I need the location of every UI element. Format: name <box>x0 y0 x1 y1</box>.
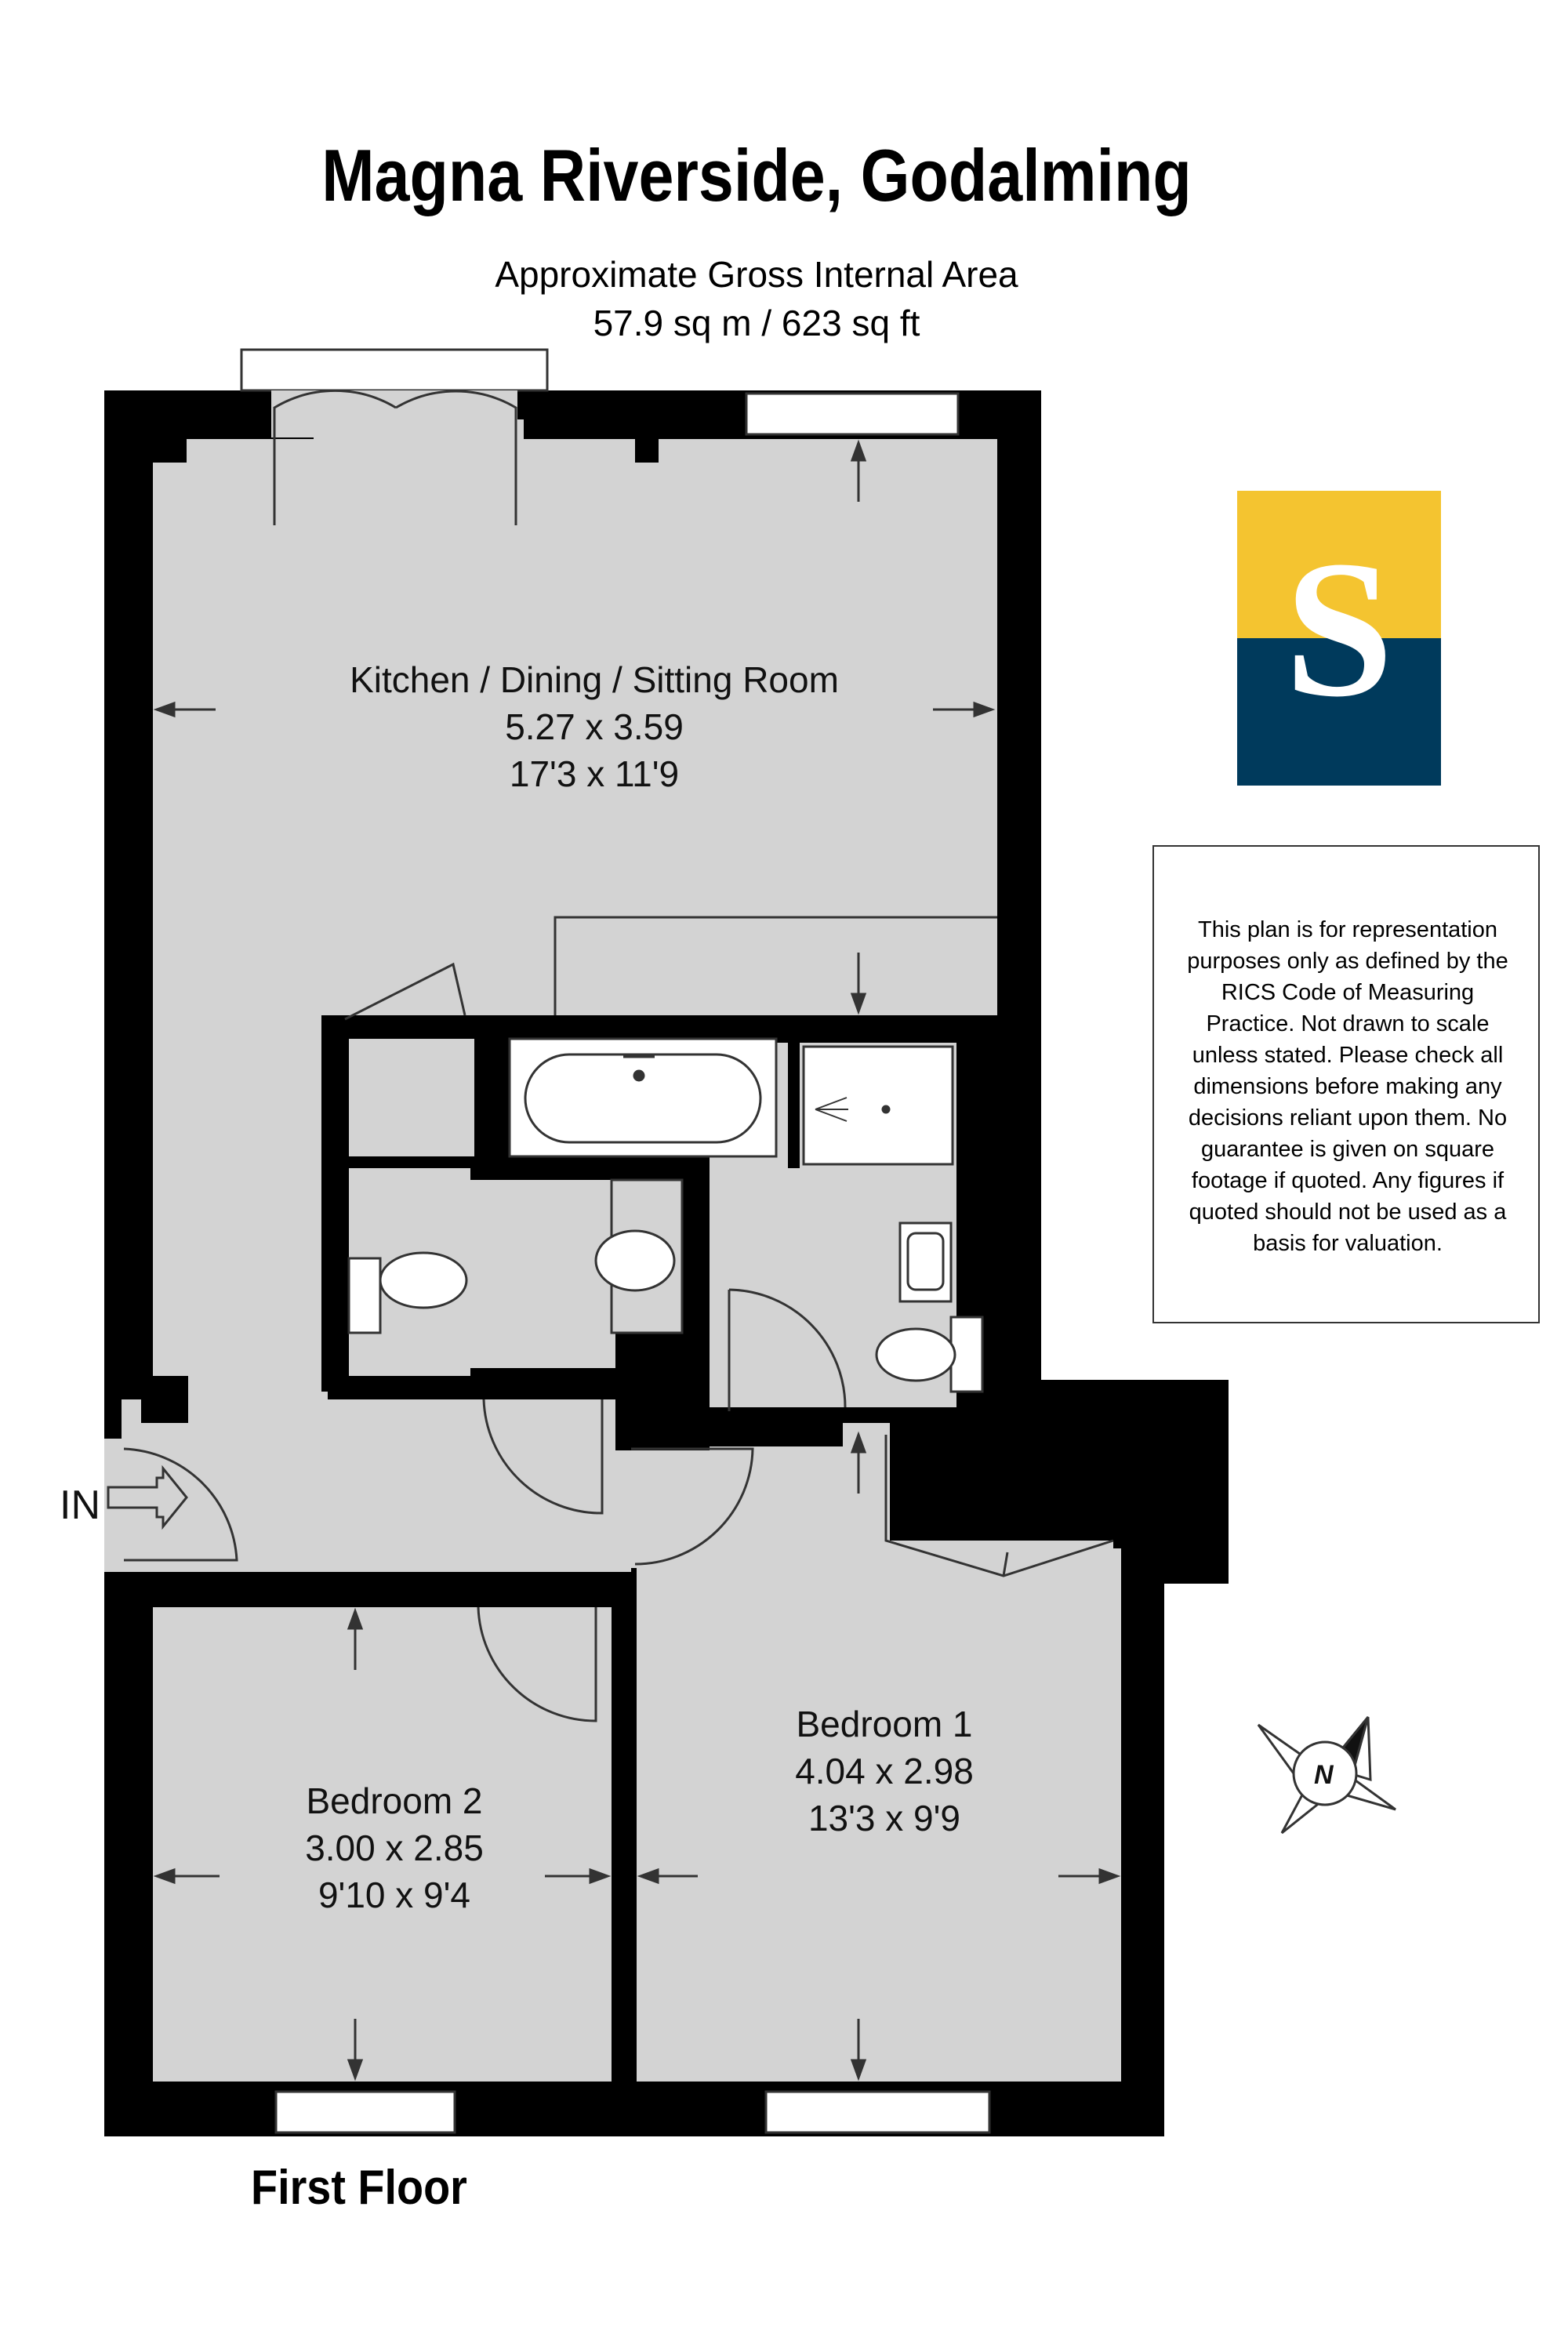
kitchen-metric: 5.27 x 3.59 <box>505 706 684 747</box>
bedroom2-imperial: 9'10 x 9'4 <box>318 1875 471 1915</box>
window-bedroom1 <box>766 2092 989 2132</box>
disclaimer-box <box>1152 845 1540 1323</box>
bedroom2-name: Bedroom 2 <box>306 1780 483 1821</box>
bath <box>510 1039 776 1156</box>
compass-label: N <box>1314 1760 1334 1790</box>
brand-logo <box>1237 491 1441 786</box>
bedroom2-metric: 3.00 x 2.85 <box>305 1828 484 1868</box>
kitchen-name: Kitchen / Dining / Sitting Room <box>350 659 839 700</box>
bedroom1-metric: 4.04 x 2.98 <box>795 1751 974 1791</box>
logo-letter: S <box>1284 521 1394 738</box>
entrance-wall-stub <box>141 1376 188 1423</box>
window-bedroom2 <box>276 2092 455 2132</box>
disclaimer-text: This plan is for representation purposes only as defined by the RICS Code of Measuring Practice. Not drawn to scale unless stated. Please check all dimensions before making any decisions reliant upon them. No guarantee is given on square footage if quoted. Any figures if quoted should not be used as a basis for valuation. <box>1187 917 1508 1256</box>
closet-floor <box>349 1039 474 1164</box>
bedroom1-name: Bedroom 1 <box>796 1704 973 1744</box>
window-top <box>746 394 958 434</box>
floor-label: First Floor <box>251 2161 467 2215</box>
bedroom1-imperial: 13'3 x 9'9 <box>808 1798 961 1838</box>
area-label: Approximate Gross Internal Area <box>495 254 1018 295</box>
entrance-label: IN <box>60 1483 100 1528</box>
shower <box>804 1047 953 1164</box>
hall-floor <box>122 1399 631 1572</box>
area-value: 57.9 sq m / 623 sq ft <box>593 303 920 343</box>
kitchen-imperial: 17'3 x 11'9 <box>509 753 680 794</box>
page-title: Magna Riverside, Godalming <box>321 134 1192 216</box>
